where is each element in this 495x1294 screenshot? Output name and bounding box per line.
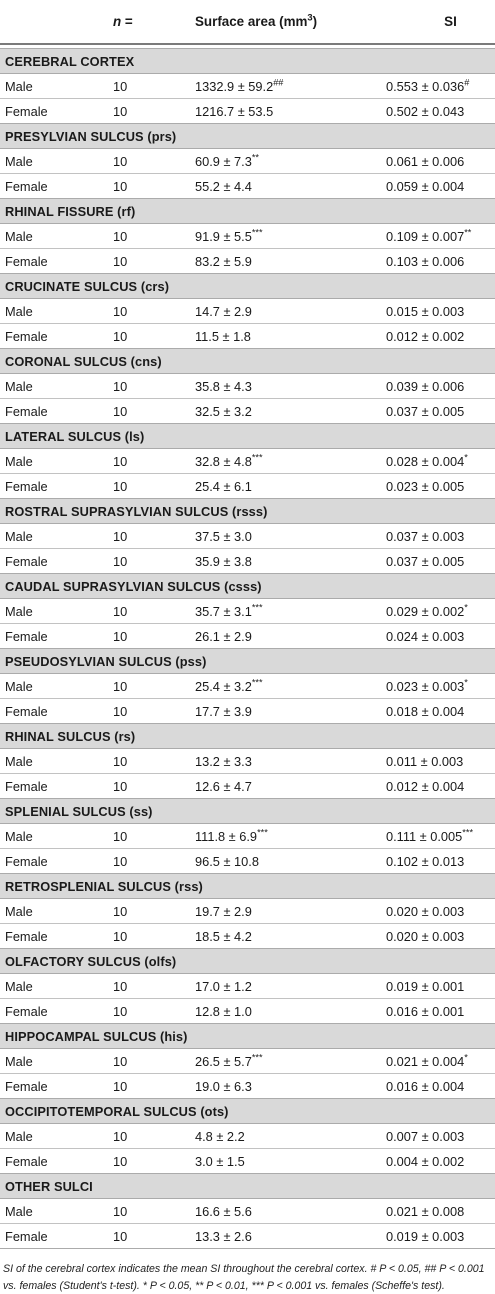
si-value: 0.103 ± 0.006	[386, 253, 465, 269]
significance-marker: ***	[251, 677, 263, 688]
cell-surface-area	[195, 974, 386, 999]
si-value: 0.019 ± 0.003	[386, 1228, 465, 1244]
table-row	[0, 149, 495, 174]
surface-area-value: 19.7 ± 2.9	[195, 903, 252, 919]
cell-surface-area	[195, 674, 386, 699]
group-title: OCCIPITOTEMPORAL SULCUS (ots)	[0, 1099, 495, 1124]
cell-n: 10	[111, 849, 195, 874]
cell-si	[386, 974, 495, 999]
si-value: 0.019 ± 0.001	[386, 978, 465, 994]
cell-sex: Male	[0, 449, 111, 474]
cell-n: 10	[111, 749, 195, 774]
group-title: CRUCINATE SULCUS (crs)	[0, 274, 495, 299]
significance-marker: ***	[462, 827, 474, 838]
cell-si	[386, 699, 495, 724]
cell-si	[386, 674, 495, 699]
group-header-row	[0, 1174, 495, 1199]
group-header-row	[0, 274, 495, 299]
cell-sex: Female	[0, 1074, 111, 1099]
cell-surface-area	[195, 99, 386, 124]
surface-area-value: 35.7 ± 3.1	[195, 603, 252, 619]
cell-n: 10	[111, 224, 195, 249]
si-value: 0.021 ± 0.004	[386, 1053, 465, 1069]
significance-marker: **	[251, 152, 260, 163]
cell-n: 10	[111, 624, 195, 649]
si-value: 0.029 ± 0.002	[386, 603, 465, 619]
group-title: HIPPOCAMPAL SULCUS (his)	[0, 1024, 495, 1049]
si-value: 0.016 ± 0.004	[386, 1078, 465, 1094]
surface-area-value: 25.4 ± 6.1	[195, 478, 252, 494]
si-value: 0.059 ± 0.004	[386, 178, 465, 194]
si-value: 0.502 ± 0.043	[386, 103, 465, 119]
cell-sex: Male	[0, 74, 111, 99]
si-value: 0.021 ± 0.008	[386, 1203, 465, 1219]
surface-area-value: 26.5 ± 5.7	[195, 1053, 252, 1069]
surface-area-value: 12.6 ± 4.7	[195, 778, 252, 794]
significance-marker: ##	[273, 77, 284, 88]
group-header-row	[0, 49, 495, 74]
si-value: 0.018 ± 0.004	[386, 703, 465, 719]
surface-area-value: 11.5 ± 1.8	[195, 328, 251, 344]
cell-n: 10	[111, 599, 195, 624]
table-row	[0, 224, 495, 249]
surface-area-value: 37.5 ± 3.0	[195, 528, 252, 544]
surface-area-value: 4.8 ± 2.2	[195, 1128, 245, 1144]
table-row	[0, 174, 495, 199]
cell-surface-area	[195, 174, 386, 199]
si-value: 0.016 ± 0.001	[386, 1003, 465, 1019]
surface-area-value: 18.5 ± 4.2	[195, 928, 252, 944]
cell-surface-area	[195, 224, 386, 249]
table-row	[0, 549, 495, 574]
cell-sex: Female	[0, 1224, 111, 1249]
surface-area-value: 25.4 ± 3.2	[195, 678, 252, 694]
group-header-row	[0, 199, 495, 224]
group-title: SPLENIAL SULCUS (ss)	[0, 799, 495, 824]
cell-n: 10	[111, 824, 195, 849]
cell-si	[386, 999, 495, 1024]
si-value: 0.007 ± 0.003	[386, 1128, 465, 1144]
group-title: RHINAL SULCUS (rs)	[0, 724, 495, 749]
cell-si	[386, 99, 495, 124]
cell-surface-area	[195, 849, 386, 874]
group-header-row	[0, 349, 495, 374]
cell-sex: Male	[0, 749, 111, 774]
significance-marker: ***	[251, 227, 263, 238]
cell-surface-area	[195, 774, 386, 799]
cell-surface-area	[195, 249, 386, 274]
table-row	[0, 749, 495, 774]
cell-n: 10	[111, 549, 195, 574]
significance-marker: *	[464, 452, 468, 463]
cell-surface-area	[195, 324, 386, 349]
group-header-row	[0, 799, 495, 824]
table-row	[0, 324, 495, 349]
cell-surface-area	[195, 699, 386, 724]
cell-surface-area	[195, 1049, 386, 1074]
cell-surface-area	[195, 374, 386, 399]
surface-area-value: 17.7 ± 3.9	[195, 703, 252, 719]
cell-n: 10	[111, 699, 195, 724]
surface-area-value: 1216.7 ± 53.5	[195, 103, 274, 119]
table-row	[0, 999, 495, 1024]
cell-surface-area	[195, 399, 386, 424]
table-row	[0, 624, 495, 649]
header-si: SI	[386, 0, 495, 44]
table-body	[0, 44, 495, 1249]
si-value: 0.037 ± 0.005	[386, 403, 465, 419]
table-row	[0, 774, 495, 799]
table-row	[0, 1074, 495, 1099]
cell-n: 10	[111, 399, 195, 424]
group-title: RHINAL FISSURE (rf)	[0, 199, 495, 224]
table-row	[0, 449, 495, 474]
cell-surface-area	[195, 1124, 386, 1149]
table-row	[0, 674, 495, 699]
cell-surface-area	[195, 1074, 386, 1099]
group-title: ROSTRAL SUPRASYLVIAN SULCUS (rsss)	[0, 499, 495, 524]
table-row	[0, 474, 495, 499]
cell-si	[386, 1224, 495, 1249]
si-value: 0.023 ± 0.003	[386, 678, 465, 694]
cell-si	[386, 149, 495, 174]
cell-si	[386, 849, 495, 874]
surface-area-value: 13.3 ± 2.6	[195, 1228, 252, 1244]
cell-si	[386, 374, 495, 399]
cell-surface-area	[195, 1199, 386, 1224]
cell-sex: Female	[0, 399, 111, 424]
cell-surface-area	[195, 474, 386, 499]
table-row	[0, 299, 495, 324]
cell-si	[386, 399, 495, 424]
surface-area-value: 96.5 ± 10.8	[195, 853, 259, 869]
si-value: 0.061 ± 0.006	[386, 153, 465, 169]
cell-n: 10	[111, 774, 195, 799]
si-value: 0.004 ± 0.002	[386, 1153, 465, 1169]
si-value: 0.023 ± 0.005	[386, 478, 465, 494]
cell-si	[386, 1199, 495, 1224]
cell-n: 10	[111, 974, 195, 999]
cell-si	[386, 474, 495, 499]
table-row	[0, 1124, 495, 1149]
header-surface-area: Surface area $(mm^3)$	[195, 0, 386, 44]
cell-si	[386, 1149, 495, 1174]
cell-si	[386, 224, 495, 249]
cell-sex: Female	[0, 999, 111, 1024]
si-value: 0.012 ± 0.002	[386, 328, 465, 344]
cell-si	[386, 824, 495, 849]
cell-sex: Male	[0, 374, 111, 399]
group-title: OLFACTORY SULCUS (olfs)	[0, 949, 495, 974]
cell-surface-area	[195, 924, 386, 949]
cell-si	[386, 524, 495, 549]
significance-marker: **	[464, 227, 472, 238]
cell-sex: Female	[0, 324, 111, 349]
cell-surface-area	[195, 449, 386, 474]
cell-sex: Male	[0, 899, 111, 924]
cell-sex: Male	[0, 599, 111, 624]
cell-n: 10	[111, 249, 195, 274]
table-row	[0, 899, 495, 924]
cell-surface-area	[195, 749, 386, 774]
cell-n: 10	[111, 1049, 195, 1074]
cell-si	[386, 174, 495, 199]
table-row	[0, 1199, 495, 1224]
surface-area-value: 17.0 ± 1.2	[195, 978, 252, 994]
surface-area-value: 1332.9 ± 59.2	[195, 78, 274, 94]
cell-n: 10	[111, 74, 195, 99]
cell-n: 10	[111, 924, 195, 949]
surface-area-value: 32.8 ± 4.8	[195, 453, 252, 469]
group-title: PRESYLVIAN SULCUS (prs)	[0, 124, 495, 149]
cell-si	[386, 599, 495, 624]
table-row	[0, 699, 495, 724]
si-value: 0.102 ± 0.013	[386, 853, 465, 869]
surface-area-value: 13.2 ± 3.3	[195, 753, 252, 769]
cell-sex: Male	[0, 524, 111, 549]
cell-n: 10	[111, 1199, 195, 1224]
cell-si	[386, 624, 495, 649]
cell-si	[386, 774, 495, 799]
cell-si	[386, 449, 495, 474]
surface-area-value: 26.1 ± 2.9	[195, 628, 252, 644]
cell-sex: Male	[0, 974, 111, 999]
table-row	[0, 1049, 495, 1074]
table-row	[0, 974, 495, 999]
significance-marker: ***	[257, 827, 268, 838]
significance-marker: ***	[251, 452, 263, 463]
si-value: 0.024 ± 0.003	[386, 628, 465, 644]
group-title: CEREBRAL CORTEX	[0, 49, 495, 74]
cell-si	[386, 899, 495, 924]
table-row	[0, 399, 495, 424]
cell-sex: Female	[0, 549, 111, 574]
cell-n: 10	[111, 999, 195, 1024]
surface-area-value: 12.8 ± 1.0	[195, 1003, 252, 1019]
cell-surface-area	[195, 599, 386, 624]
significance-marker: *	[464, 677, 468, 688]
cell-n: 10	[111, 474, 195, 499]
cell-si	[386, 549, 495, 574]
si-value: 0.028 ± 0.004	[386, 453, 465, 469]
table-row	[0, 524, 495, 549]
group-header-row	[0, 949, 495, 974]
table-header	[0, 0, 495, 44]
group-header-row	[0, 1099, 495, 1124]
cell-si	[386, 1124, 495, 1149]
cell-n: 10	[111, 524, 195, 549]
significance-marker: *	[464, 1052, 468, 1063]
cell-surface-area	[195, 149, 386, 174]
cell-sex: Male	[0, 1124, 111, 1149]
surface-area-value: 35.8 ± 4.3	[195, 378, 252, 394]
cell-surface-area	[195, 899, 386, 924]
si-value: 0.037 ± 0.005	[386, 553, 465, 569]
cell-sex: Female	[0, 924, 111, 949]
cell-surface-area	[195, 549, 386, 574]
group-title: CORONAL SULCUS (cns)	[0, 349, 495, 374]
significance-marker: *	[464, 602, 468, 613]
cell-sex: Male	[0, 299, 111, 324]
surface-area-value: 32.5 ± 3.2	[195, 403, 252, 419]
cell-sex: Female	[0, 474, 111, 499]
cell-n: 10	[111, 99, 195, 124]
cell-sex: Male	[0, 824, 111, 849]
cell-n: 10	[111, 674, 195, 699]
cell-sex: Male	[0, 1049, 111, 1074]
si-value: 0.039 ± 0.006	[386, 378, 465, 394]
significance-marker: ***	[251, 602, 263, 613]
cell-si	[386, 924, 495, 949]
group-title: RETROSPLENIAL SULCUS (rss)	[0, 874, 495, 899]
header-n: n =	[111, 0, 195, 44]
si-value: 0.020 ± 0.003	[386, 903, 465, 919]
si-value: 0.553 ± 0.036	[386, 78, 465, 94]
table-row	[0, 924, 495, 949]
cell-n: 10	[111, 324, 195, 349]
cell-n: 10	[111, 1124, 195, 1149]
group-header-row	[0, 724, 495, 749]
group-header-row	[0, 574, 495, 599]
surface-area-value: 16.6 ± 5.6	[195, 1203, 252, 1219]
cell-n: 10	[111, 1149, 195, 1174]
cell-sex: Male	[0, 224, 111, 249]
table-row	[0, 74, 495, 99]
cell-surface-area	[195, 299, 386, 324]
cell-sex: Female	[0, 249, 111, 274]
cell-n: 10	[111, 449, 195, 474]
surface-area-value: 19.0 ± 6.3	[195, 1078, 252, 1094]
cell-si	[386, 249, 495, 274]
cell-sex: Female	[0, 699, 111, 724]
table-row	[0, 824, 495, 849]
cell-n: 10	[111, 374, 195, 399]
table-row	[0, 374, 495, 399]
cell-surface-area	[195, 624, 386, 649]
significance-marker: ***	[251, 1052, 263, 1063]
cell-si	[386, 749, 495, 774]
cell-surface-area	[195, 1149, 386, 1174]
cell-n: 10	[111, 174, 195, 199]
table-footnote: SI of the cerebral cortex indicates the mean SI throughout the cerebral cortex. # P < 0.05, ## P < 0.001 vs. females (Student's t-test). * P < 0.05, ** P < 0.01, *** P < 0.001 vs. females (Scheffe's test).	[3, 1263, 485, 1292]
header-sex	[0, 0, 111, 44]
si-value: 0.111 ± 0.005	[386, 828, 463, 844]
cell-n: 10	[111, 299, 195, 324]
surface-area-value: 3.0 ± 1.5	[195, 1153, 245, 1169]
surface-area-value: 91.9 ± 5.5	[195, 228, 252, 244]
table-row	[0, 249, 495, 274]
cell-surface-area	[195, 74, 386, 99]
group-title: CAUDAL SUPRASYLVIAN SULCUS (csss)	[0, 574, 495, 599]
si-value: 0.011 ± 0.003	[386, 753, 464, 769]
cell-sex: Female	[0, 99, 111, 124]
surface-area-value: 111.8 ± 6.9	[195, 828, 258, 844]
si-value: 0.037 ± 0.003	[386, 528, 465, 544]
si-value: 0.109 ± 0.007	[386, 228, 465, 244]
cell-surface-area	[195, 824, 386, 849]
group-header-row	[0, 424, 495, 449]
significance-marker: #	[464, 77, 470, 88]
cell-si	[386, 299, 495, 324]
cell-sex: Female	[0, 624, 111, 649]
cell-sex: Female	[0, 849, 111, 874]
table-row	[0, 1224, 495, 1249]
group-header-row	[0, 1024, 495, 1049]
group-header-row	[0, 649, 495, 674]
cell-si	[386, 1049, 495, 1074]
cell-n: 10	[111, 899, 195, 924]
group-title: LATERAL SULCUS (ls)	[0, 424, 495, 449]
group-header-row	[0, 874, 495, 899]
surface-area-value: 83.2 ± 5.9	[195, 253, 252, 269]
cell-sex: Female	[0, 174, 111, 199]
table-row	[0, 849, 495, 874]
cell-surface-area	[195, 999, 386, 1024]
table-row	[0, 599, 495, 624]
cell-n: 10	[111, 1224, 195, 1249]
si-value: 0.012 ± 0.004	[386, 778, 465, 794]
table-row	[0, 1149, 495, 1174]
surface-area-value: 60.9 ± 7.3	[195, 153, 252, 169]
cell-sex: Female	[0, 1149, 111, 1174]
cell-si	[386, 74, 495, 99]
surface-area-value: 35.9 ± 3.8	[195, 553, 252, 569]
cell-sex: Male	[0, 674, 111, 699]
cell-n: 10	[111, 1074, 195, 1099]
cell-si	[386, 324, 495, 349]
cell-surface-area	[195, 1224, 386, 1249]
group-header-row	[0, 124, 495, 149]
cell-sex: Male	[0, 149, 111, 174]
group-title: OTHER SULCI	[0, 1174, 495, 1199]
si-value: 0.015 ± 0.003	[386, 303, 465, 319]
surface-area-value: 14.7 ± 2.9	[195, 303, 252, 319]
surface-area-value: 55.2 ± 4.4	[195, 178, 252, 194]
cell-si	[386, 1074, 495, 1099]
cell-sex: Male	[0, 1199, 111, 1224]
si-value: 0.020 ± 0.003	[386, 928, 465, 944]
group-header-row	[0, 499, 495, 524]
cell-n: 10	[111, 149, 195, 174]
group-title: PSEUDOSYLVIAN SULCUS (pss)	[0, 649, 495, 674]
cell-surface-area	[195, 524, 386, 549]
cell-sex: Female	[0, 774, 111, 799]
table-row	[0, 99, 495, 124]
header-row	[0, 0, 495, 44]
